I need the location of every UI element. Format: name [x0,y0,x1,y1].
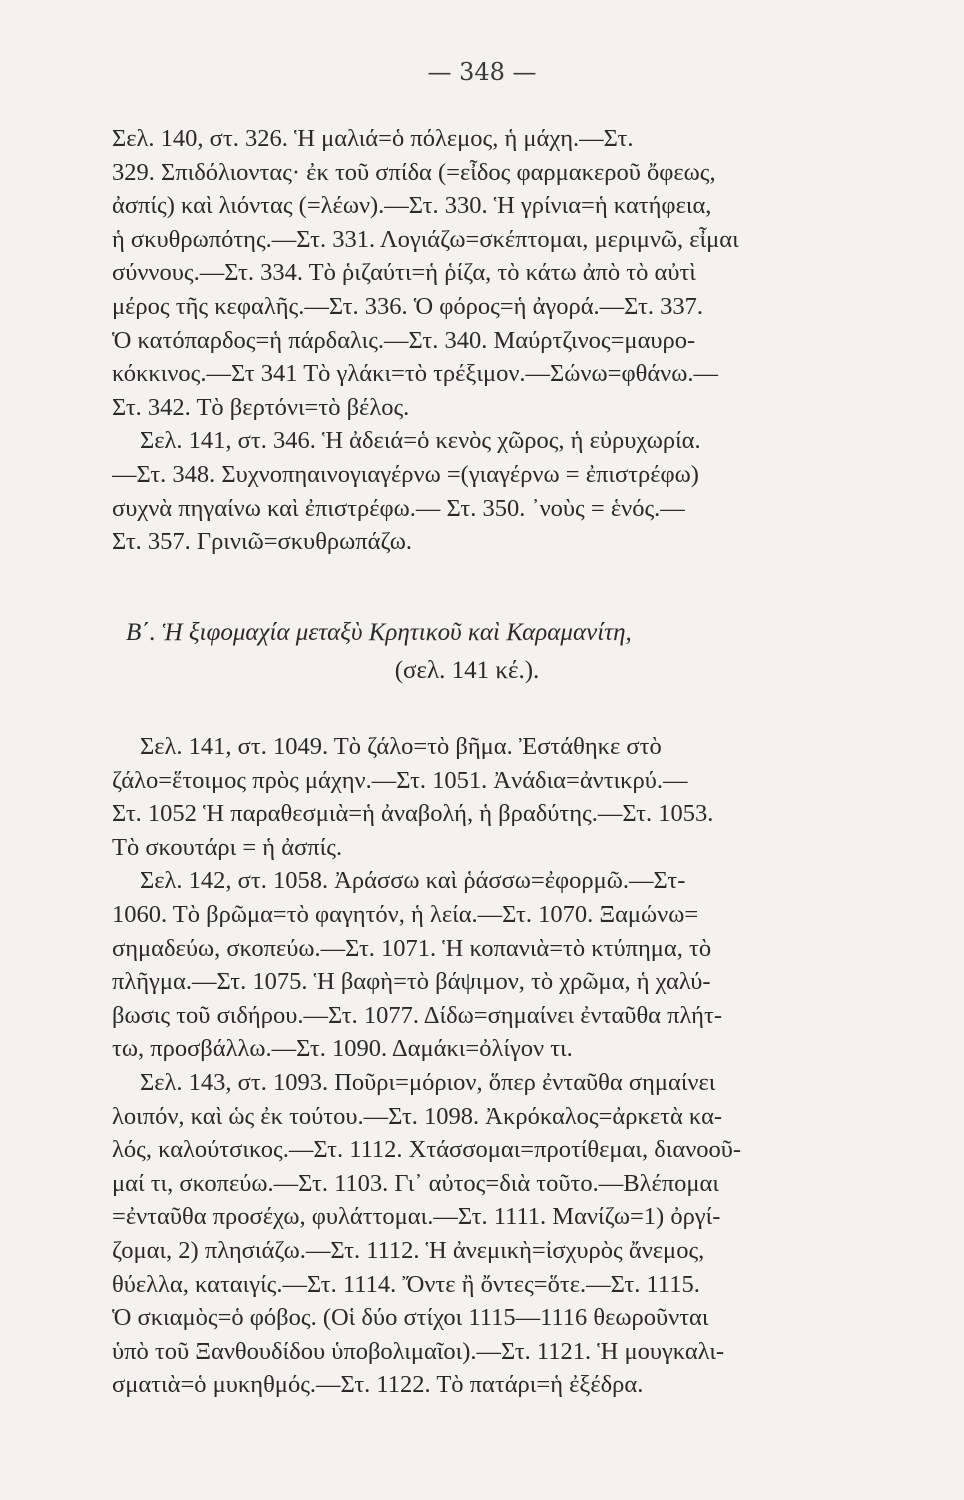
text-line: =ἐνταῦθα προσέχω, φυλάττομαι.—Στ. 1111. Μανίζω=1) ὀργί- [112,1203,721,1231]
text-line: βωσις τοῦ σιδήρου.—Στ. 1077. Δίδω=σημαίνει ἐνταῦθα πλήτ- [112,1001,722,1029]
text-line: λός, καλούτσικος.—Στ. 1112. Χτάσσομαι=προτίθεμαι, διανοοῦ- [112,1136,742,1164]
text-line: κόκκινος.—Στ 341 Τὸ γλάκι=τὸ τρέξιμον.—Σώνω=φθάνω.— [112,360,718,388]
page-number: — 348 — [427,58,537,86]
glossary-block-a [112,122,862,559]
text-line: ὑπὸ τοῦ Ξανθουδίδου ὑποβολιμαῖοι).—Στ. 1121. Ἡ μουγκαλι- [112,1337,725,1365]
section-subtitle: (σελ. 141 κέ.). [394,657,540,684]
text-line: μαί τι, σκοπεύω.—Στ. 1103. Γι᾿ αὐτος=διὰ τοῦτο.—Βλέπομαι [112,1169,719,1197]
text-line: 329. Σπιδόλιοντας· ἐκ τοῦ σπίδα (=εἶδος φαρμακεροῦ ὄφεως, [112,158,716,186]
text-line: Σελ. 140, στ. 326. Ἡ μαλιά=ὁ πόλεμος, ἡ μάχη.—Στ. [112,125,634,152]
text-line: Τὸ σκουτάρι = ἡ ἀσπίς. [112,833,343,861]
text-line: σημαδεύω, σκοπεύω.—Στ. 1071. Ἡ κοπανιὰ=τὸ κτύπημα, τὸ [112,934,712,962]
section-title: Β΄. Ἡ ξιφομαχία μεταξὺ Κρητικοῦ καὶ Καραμανίτη, [126,619,632,646]
text-line: Σελ. 141, στ. 1049. Τὸ ζάλο=τὸ βῆμα. Ἐστάθηκε στὸ [140,733,662,760]
text-line: Στ. 342. Τὸ βερτόνι=τὸ βέλος. [112,393,410,421]
text-line: Στ. 1052 Ἡ παραθεσμιὰ=ἡ ἀναβολή, ἡ βραδύτης.—Στ. 1053. [112,800,714,828]
text-line: Ὁ κατόπαρδος=ἡ πάρδαλις.—Στ. 340. Μαύρτζινος=μαυρο- [112,326,696,354]
text-line: πλῆγμα.—Στ. 1075. Ἡ βαφὴ=τὸ βάψιμον, τὸ χρῶμα, ἡ χαλύ- [112,968,711,996]
text-line: Σελ. 143, στ. 1093. Ποῦρι=μόριον, ὅπερ ἐνταῦθα σημαίνει [140,1068,716,1096]
text-line: λοιπόν, καὶ ὡς ἐκ τούτου.—Στ. 1098. Ἀκρόκαλος=ἀρκετὰ κα- [112,1102,723,1130]
text-line: Ὁ σκιαμὸς=ὁ φόβος. (Οἱ δύο στίχοι 1115—1116 θεωροῦνται [112,1304,709,1332]
section-heading [112,616,862,688]
text-line: ἡ σκυθρωπότης.—Στ. 331. Λογιάζω=σκέπτομαι, μεριμνῶ, εἶμαι [112,225,739,253]
text-line: συχνὰ πηγαίνω καὶ ἐπιστρέφω.— Στ. 350. ᾿νοὺς = ἑνός.— [112,494,685,522]
text-line: —Στ. 348. Συχνοπηαινογιαγέρνω =(γιαγέρνω = ἐπιστρέφω) [112,460,699,488]
text-line: σματιὰ=ὁ μυκηθμός.—Στ. 1122. Τὸ πατάρι=ἡ ἐξέδρα. [112,1371,644,1399]
glossary-block-b [112,730,862,1402]
text-line: Σελ. 142, στ. 1058. Ἀράσσω καὶ ῥάσσω=ἐφορμῶ.—Στ- [140,867,686,895]
text-line: μέρος τῆς κεφαλῆς.—Στ. 336. Ὁ φόρος=ἡ ἀγορά.—Στ. 337. [112,292,703,320]
text-line: ζομαι, 2) πλησιάζω.—Στ. 1112. Ἡ ἀνεμικὴ=ἰσχυρὸς ἄνεμος, [112,1236,705,1264]
text-line: σύννους.—Στ. 334. Τὸ ῥιζαύτι=ἡ ῥίζα, τὸ κάτω ἀπὸ τὸ αὐτὶ [112,259,696,287]
text-line: Στ. 357. Γρινιῶ=σκυθρωπάζω. [112,528,412,556]
text-line: θύελλα, καταιγίς.—Στ. 1114. Ὄντε ἢ ὄντες=ὅτε.—Στ. 1115. [112,1270,700,1298]
text-line: ζάλο=ἕτοιμος πρὸς μάχην.—Στ. 1051. Ἀνάδια=ἀντικρύ.— [112,766,688,794]
text-line: τω, προσβάλλω.—Στ. 1090. Δαμάκι=ὀλίγον τι. [112,1035,573,1063]
text-line: ἀσπίς) καὶ λιόντας (=λέων).—Στ. 330. Ἡ γρίνια=ἡ κατήφεια, [112,192,712,220]
text-line: Σελ. 141, στ. 346. Ἡ ἀδειά=ὁ κενὸς χῶρος, ἡ εὐρυχωρία. [140,427,701,455]
text-line: 1060. Τὸ βρῶμα=τὸ φαγητόν, ἡ λεία.—Στ. 1070. Ξαμώνω= [112,900,699,928]
